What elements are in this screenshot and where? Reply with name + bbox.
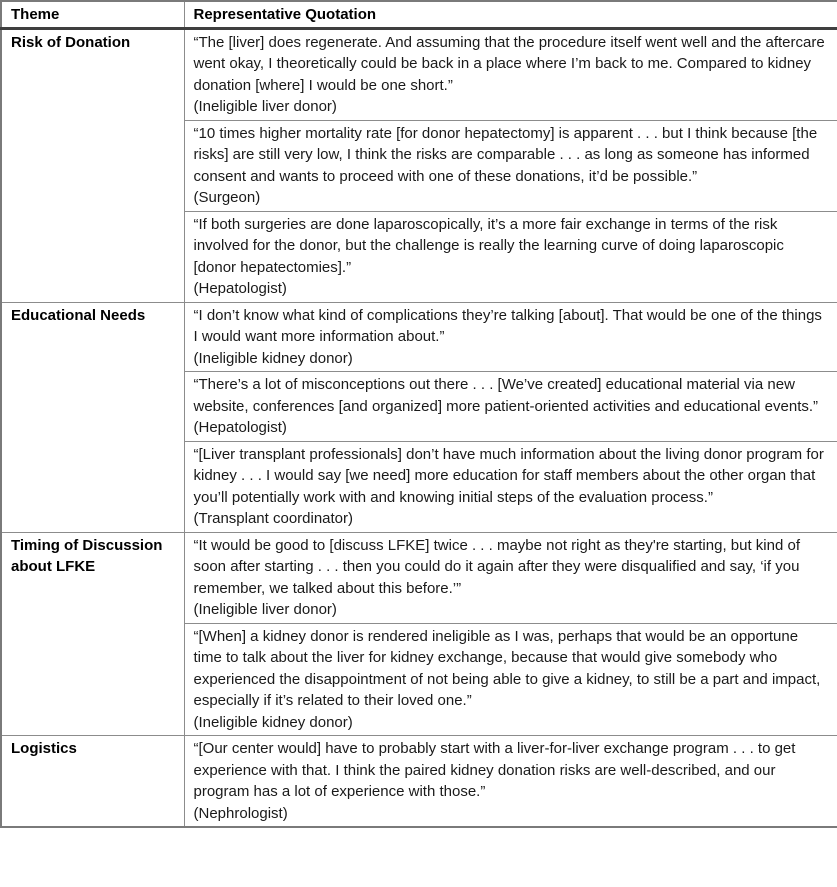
quote-attribution: (Transplant coordinator) xyxy=(193,510,354,527)
quote-cell xyxy=(184,372,837,442)
quote-cell xyxy=(184,302,837,372)
quote-attribution: (Hepatologist) xyxy=(193,280,287,297)
table-header-row xyxy=(1,1,837,28)
quote-attribution: (Nephrologist) xyxy=(193,804,288,822)
quote-cell xyxy=(184,120,837,211)
table-row xyxy=(1,532,837,623)
quote-text: “If both surgeries are done laparoscopically, it’s a more fair exchange in terms of the risk involved for the donor, but the challenge is really the learning curve of doing laparoscopic [donor hepatectomies].” xyxy=(193,215,784,276)
quote-text: “[Our center would] have to probably start with a liver-for-liver exchange program . . . to get experience with that. I think the paired kidney donation risks are well-described, and our program has a lot of experience with those.” xyxy=(193,740,796,800)
table-row xyxy=(1,302,837,372)
theme-cell-logistics: Logistics xyxy=(1,736,184,828)
quote-text: “10 times higher mortality rate [for donor hepatectomy] is apparent . . . but I think because [the risks] are still very low, I think the risks are comparable . . . as long as someone has informed consent and wants to proceed with one of these donations, it’d be possible.” xyxy=(193,124,818,185)
quote-attribution: (Ineligible liver donor) xyxy=(193,98,337,115)
quote-text: “It would be good to [discuss LFKE] twice . . . maybe not right as they're starting, but kind of soon after starting . . . then you could do it again after they were disqualified and say, ‘if you remember, we talked about this before.’” xyxy=(193,536,800,597)
quote-cell xyxy=(184,532,837,623)
theme-cell-risk-of-donation: Risk of Donation xyxy=(1,28,184,302)
column-header-quotation: Representative Quotation xyxy=(184,1,837,28)
quote-text: “There’s a lot of misconceptions out there . . . [We’ve created] educational material via new website, conferences [and organized] more patient-oriented activities and educational events.” xyxy=(193,376,819,415)
quote-text: “The [liver] does regenerate. And assuming that the procedure itself went well and the aftercare went okay, I theoretically could be back in a place where I’m back to me. Compared to kidney donation [where] I would be one short.” xyxy=(193,33,825,94)
quote-cell xyxy=(184,28,837,120)
quote-attribution: (Ineligible liver donor) xyxy=(193,601,337,618)
quote-cell xyxy=(184,441,837,532)
quote-attribution: (Surgeon) xyxy=(193,189,261,206)
quote-attribution: (Ineligible kidney donor) xyxy=(193,349,353,367)
quote-text: “[Liver transplant professionals] don’t have much information about the living donor program for kidney . . . I would say [we need] more education for staff members about the other organ that you’ll potentially work with and knowing initial steps of the evaluation process.” xyxy=(193,445,824,506)
column-header-theme: Theme xyxy=(1,1,184,28)
quote-text: “I don’t know what kind of complications they’re talking [about]. That would be one of the things I would want more information about.” xyxy=(193,306,822,345)
quote-attribution: (Hepatologist) xyxy=(193,419,287,436)
quote-cell xyxy=(184,211,837,302)
quote-cell xyxy=(184,736,837,828)
theme-cell-timing-of-discussion: Timing of Discussion about LFKE xyxy=(1,532,184,736)
theme-cell-educational-needs: Educational Needs xyxy=(1,302,184,532)
quote-text: “[When] a kidney donor is rendered ineligible as I was, perhaps that would be an opportune time to talk about the liver for kidney exchange, because that would give somebody who experienced the disappointment of not being able to give a kidney, to still be a part and impact, especially if it’s related to their loved one.” xyxy=(193,627,821,709)
quote-attribution: (Ineligible kidney donor) xyxy=(193,713,353,731)
quote-cell xyxy=(184,623,837,736)
table-row xyxy=(1,736,837,828)
table-row xyxy=(1,28,837,120)
